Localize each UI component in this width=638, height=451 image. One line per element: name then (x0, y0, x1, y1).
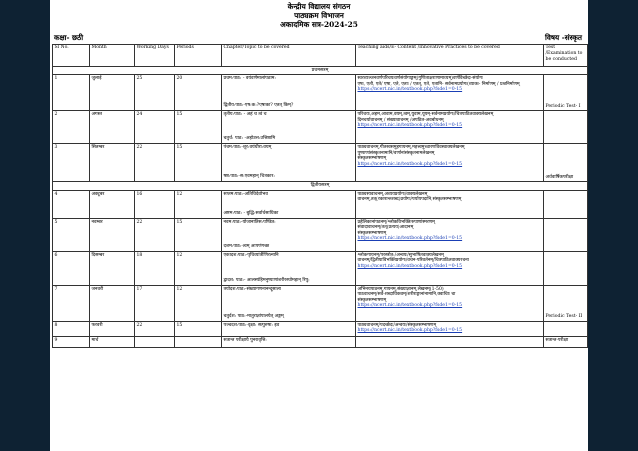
cell-month: जनवरी (90, 285, 135, 321)
aid-line: पुष्पाणांसंस्कृतनामानि/वर्णानांसंस्कृतनामलेखनम् (357, 150, 435, 156)
cell-days: 17 (135, 285, 175, 321)
aid-line: पाठ्यवाचनम्,गीतस्वसमुहगायनम्,महत्त्वमुच्चारणविवस्वाक्यलेखनम् (357, 145, 465, 150)
aid-line: प्रहेलिकानांपठनम्/श्लोकविभक्तिःरुपाणांस्मरणम् (357, 219, 435, 225)
table-row (53, 321, 588, 336)
aid-line: वाचनम्,तत्(रकारान्तशब्द)प्रयोगः/पर्यायपदानि,संस्कृतसम्भाषणम् (357, 197, 462, 203)
chapter-second: चतुर्दश: पाठ:-मातुराज्ञांपालयेत् अङ्गम् (223, 314, 284, 319)
chapter-first: तृतीय:पाठ: - अहं च त्वं च (223, 112, 267, 117)
cell-sl: 8 (53, 321, 90, 336)
cell-periods: 15 (175, 321, 222, 336)
exam-label: Periodic Test- I (545, 103, 581, 109)
cell-days: 22 (135, 218, 175, 251)
cell-teaching-aids (356, 285, 544, 321)
section-heading-label: द्वितीयसत्रम् (53, 182, 588, 191)
col-header: Month (90, 44, 135, 66)
document-title: पाठ्यक्रम विभाजन (294, 11, 344, 21)
section-heading (53, 182, 588, 191)
cell-exam (544, 218, 588, 251)
cell-periods: 12 (175, 251, 222, 285)
document-page (50, 0, 588, 451)
chapter-second: षष्ठ:पाठ:-स:एवमहान् चित्रकार: (223, 174, 275, 180)
table-row (53, 75, 588, 111)
exam-label: अर्धवार्षिकपरीक्षा (545, 174, 574, 180)
cell-periods: 15 (175, 111, 222, 144)
cell-chapter (222, 75, 356, 111)
aid-line: श्लोकगायनम्/परस्त्रोत:/अन्वयः/सुभाषितवाक्यलेखनम् (357, 252, 444, 258)
syllabus-table (52, 44, 588, 348)
document-header (50, 0, 588, 30)
chapter-stack (224, 76, 354, 109)
chapter-first: त्रयोदश:पाठ:-सं‍ख्यागणनानन्दूसाला (223, 286, 281, 292)
cell-days: 16 (135, 190, 175, 218)
table-row (53, 336, 588, 347)
ncert-textbook-link[interactable]: https://ncert.nic.in/textbook.php?fsde1=0-15 (357, 123, 463, 129)
cell-month: अगस्त (90, 111, 135, 144)
cell-chapter (222, 251, 356, 285)
cell-days: 22 (135, 321, 175, 336)
cell-exam (544, 336, 588, 347)
cell-chapter (222, 336, 356, 347)
chapter-stack (224, 287, 354, 320)
cell-sl: 5 (53, 218, 90, 251)
aid-line: वाचनम्/द्वितीयाविभक्तिप्रयोगः/वचन-परिवर्तनम्/चित्रपाठितवाक्यरचना (357, 258, 469, 264)
col-header: Working Days (135, 44, 175, 66)
section-heading-label: प्रथमसत्रम् (53, 66, 588, 75)
cell-periods: 12 (175, 190, 222, 218)
chapter-first: प्रथम:पाठ: - वयंवर्णमालांपठाम: (223, 76, 276, 81)
cell-teaching-aids (356, 336, 544, 347)
chapter-stack (224, 112, 354, 142)
chapter-first: पञ्चदश:पाठ:-वृक्षा: सत्पुरुषा: इव (223, 322, 280, 328)
chapter-first: पंचम:पाठ:-शूर:वयंधीरा:वयम् (223, 145, 272, 150)
cell-month: मार्च (90, 336, 135, 347)
cell-exam (544, 144, 588, 182)
aid-line: दिनचर्यावाचनम् / संख्यावाचनम् /अपठित-अवबोधनम् (357, 117, 444, 123)
cell-exam (544, 190, 588, 218)
cell-exam (544, 285, 588, 321)
aid-line: स्वरव्यञ्जनवर्णपरिचयःवर्णसंयोगाङ्गम्(गुणिताक्षराणामाध्यम्)वर्णविच्छेदः-संयोगः (357, 76, 483, 81)
ncert-textbook-link[interactable]: https://ncert.nic.in/textbook.php?fsde1=0-15 (357, 236, 463, 242)
subject-label: विषय -संस्कृत (545, 32, 582, 42)
org-name: केन्द्रीय विद्यालय संगठन (287, 2, 351, 11)
col-header: Periods (175, 44, 222, 66)
cell-chapter (222, 190, 356, 218)
chapter-stack (224, 253, 354, 284)
aid-line: अभिनयपाठनम्,गायनम्,संख्याज्ञानम्,लेखनम्(1-50) (357, 286, 444, 292)
cell-exam (544, 251, 588, 285)
cell-teaching-aids (356, 251, 544, 285)
cell-month: सितम्बर (90, 144, 135, 182)
cell-sl: 3 (53, 144, 90, 182)
cell-teaching-aids (356, 321, 544, 336)
cell-periods: 15 (175, 218, 222, 251)
cell-chapter (222, 111, 356, 144)
ncert-textbook-link[interactable]: https://ncert.nic.in/textbook.php?fsde1=0-15 (357, 263, 463, 269)
cell-sl: 9 (53, 336, 90, 347)
chapter-first: सत्रान्त परीक्षायै पुनरावृत्ति: (223, 337, 267, 343)
chapter-stack (224, 192, 354, 217)
chapter-stack (224, 323, 354, 335)
class-label: कक्षा- छठी (54, 32, 84, 42)
cell-chapter (222, 218, 356, 251)
col-header: Test /Examination to be conducted (544, 44, 588, 66)
table-row (53, 251, 588, 285)
chapter-stack (224, 145, 354, 180)
table-row (53, 190, 588, 218)
col-header: Chapter/Topic to be covered (222, 44, 356, 66)
chapter-first: एकादश:पाठ:-पृथिव्यांत्रीणिरत्नानि (223, 252, 279, 258)
cell-days: 24 (135, 111, 175, 144)
ncert-textbook-link[interactable]: https://ncert.nic.in/textbook.php?fsde1=0-15 (357, 161, 463, 167)
aid-line: संस्कृतसम्भाषणम् (357, 156, 387, 162)
cell-days: 18 (135, 251, 175, 285)
exam-label: Periodic Test- II (545, 314, 583, 320)
cell-sl: 6 (53, 251, 90, 285)
cell-teaching-aids (356, 144, 544, 182)
cell-chapter (222, 144, 356, 182)
cell-days (135, 336, 175, 347)
cell-month: दिसम्बर (90, 251, 135, 285)
cell-periods (175, 336, 222, 347)
ncert-textbook-link[interactable]: https://ncert.nic.in/textbook.php?fsde1=0-15 (357, 87, 463, 93)
chapter-second: द्वादश: पाठ:- आलस्यंहिमनुष्याणांशरीरस्थोमहान् रिपु: (223, 278, 310, 283)
cell-month: फरवरी (90, 321, 135, 336)
chapter-second: अष्टम:पाठ: - बुद्धि:सर्वार्थसाधिका (223, 211, 279, 216)
chapter-second: चतुर्थ: पाठ: -अहोउत्त:उत्तिष्ठामि (223, 136, 276, 142)
cell-chapter (222, 321, 356, 336)
table-row (53, 144, 588, 182)
ncert-textbook-link[interactable]: https://ncert.nic.in/textbook.php?fsde1=0-15 (357, 328, 463, 334)
cell-sl: 7 (53, 285, 90, 321)
chapter-second: दशम:पाठ:-त्वम् आपणंगच्छ (223, 244, 270, 249)
col-header: Sl No. (53, 44, 90, 66)
chapter-stack (224, 338, 354, 346)
cell-sl: 2 (53, 111, 90, 144)
cell-sl: 4 (53, 190, 90, 218)
cell-days: 22 (135, 144, 175, 182)
chapter-first: नवम:पाठ:-योजानातिस:पण्डित: (223, 219, 276, 225)
chapter-second: द्वितीय:पाठ:-एष:क:?एषाका? एतत् किम्? (223, 103, 294, 109)
table-header-row (53, 44, 588, 66)
aid-line: संस्कृतसम्भाषणम् (357, 297, 387, 303)
exam-label: सत्रान्त-परीक्षा (545, 337, 569, 343)
aid-line: पाठ्यवाचनम्/पदच्छेदः/अन्वयः/संस्कृतसम्भाषणम् (357, 322, 437, 328)
table-row (53, 285, 588, 321)
cell-teaching-aids (356, 111, 544, 144)
cell-periods: 12 (175, 285, 222, 321)
aid-line: परिचयः,अहम,आवाम,वयम्,त्वम्,युवाम,यूयम्-सर्वनामप्रयोगः/चित्रपाठितवाक्यलेखनम् (357, 112, 494, 117)
aid-line: पाठ्यस्यवाचनम्,अव्ययप्रयोगः/वाक्यलेखनम् (357, 191, 428, 197)
table-row (53, 218, 588, 251)
cell-exam (544, 111, 588, 144)
ncert-textbook-link[interactable]: https://ncert.nic.in/textbook.php?fsde1=0-15 (357, 303, 463, 309)
cell-exam (544, 75, 588, 111)
academic-session: अकादमिक सत्र-2024-25 (280, 20, 358, 30)
col-header: Teaching aids/E- Content /Innovative Practices to be covered (356, 44, 544, 66)
table-row (53, 111, 588, 144)
cell-periods: 20 (175, 75, 222, 111)
cell-days: 25 (135, 75, 175, 111)
chapter-first: सप्तम:पाठ:-अतिथिदेवोभव (223, 191, 268, 197)
aid-line: संवादावाचनम्/तत्(प्रत्यय)आदानम् (357, 225, 414, 231)
aid-line: पाठवाचनम्/सर्वे-शब्दाधिकवम्/शरीराङ्गानांनामानि,क्वाचिाः चा (357, 292, 456, 298)
cell-teaching-aids (356, 190, 544, 218)
aid-line: संस्कृतसम्भाषणम् (357, 230, 387, 236)
cell-month: नवम्बर (90, 218, 135, 251)
cell-teaching-aids (356, 218, 544, 251)
cell-periods: 15 (175, 144, 222, 182)
chapter-stack (224, 220, 354, 250)
class-subject-line (50, 30, 588, 44)
cell-month: जुलाई (90, 75, 135, 111)
cell-sl: 1 (53, 75, 90, 111)
cell-teaching-aids (356, 75, 544, 111)
aid-line: एषः, एतौ, एते/ एषा, एते, एताः / एतत्, एते, एतानि- सर्वनामप्रयोगः(व्याकः- निर्माणम् / प्रश्ननिर्माणम् (357, 81, 520, 87)
cell-month: अक्टूबर (90, 190, 135, 218)
cell-exam (544, 321, 588, 336)
cell-chapter (222, 285, 356, 321)
section-heading (53, 66, 588, 75)
